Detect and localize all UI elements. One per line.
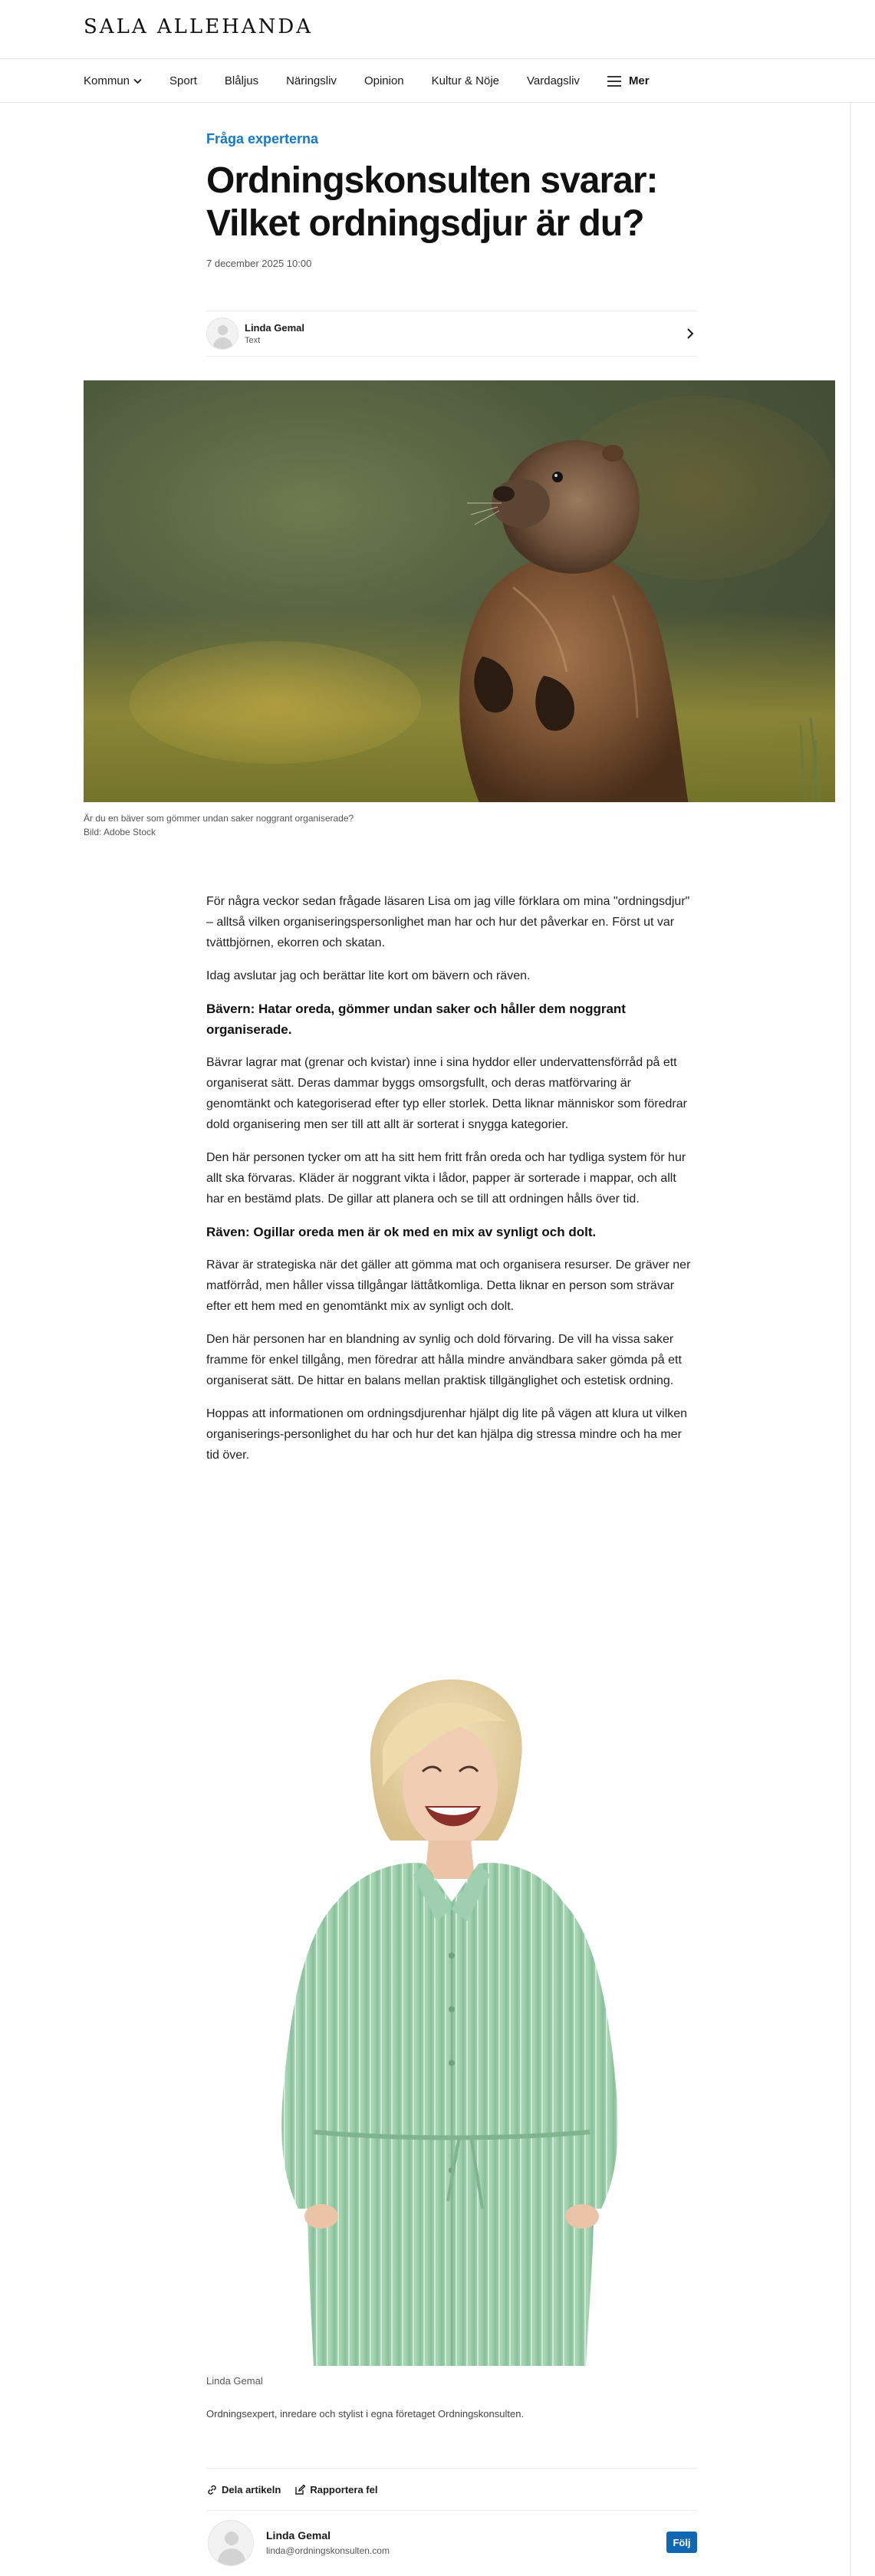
- nav-item-naringsliv[interactable]: [286, 74, 337, 87]
- nav-item-label: Blåljus: [224, 74, 259, 87]
- author-name[interactable]: Linda Gemal: [266, 2529, 331, 2541]
- link-icon: [206, 2484, 218, 2495]
- paragraph: För några veckor sedan frågade läsaren Lisa om jag ville förklara om mina "ordningsdjur" – alltså vilken organiseringspersonlighet man har och hur det påverkar en. Först ut var tvättbjörnen, ekorren och skatan.: [206, 895, 690, 949]
- author-portrait-illustration: [206, 1679, 697, 2366]
- paragraph: Hoppas att informationen om ordningsdjurenhar hjälpt dig lite på vägen att klura ut vilken organiserings-personlighet du har och hur det kan hjälpa dig stressa mindre och ha mer tid över.: [206, 1407, 688, 1462]
- article-body: [206, 891, 697, 1478]
- beaver-illustration: [84, 380, 835, 802]
- byline-name: Linda Gemal: [245, 322, 305, 334]
- right-rail-divider: [850, 103, 851, 2576]
- subheading: Bävern: Hatar oreda, gömmer undan saker och håller dem noggrant organiserade.: [206, 1002, 626, 1037]
- byline[interactable]: [206, 311, 697, 357]
- nav-item-label: Kultur & Nöje: [431, 74, 500, 87]
- nav-item-sport[interactable]: [169, 74, 197, 87]
- masthead: [0, 0, 875, 59]
- hero-caption-text: Är du en bäver som gömmer undan saker noggrant organiserade?: [84, 813, 354, 824]
- nav-item-label: Kommun: [84, 74, 130, 87]
- share-article-label: Dela artikeln: [222, 2483, 281, 2495]
- author-email[interactable]: linda@ordningskonsulten.com: [266, 2545, 390, 2556]
- paragraph: Idag avslutar jag och berättar lite kort om bävern och räven.: [206, 969, 531, 982]
- paragraph: Rävar är strategiska när det gäller att gömma mat och organisera resurser. De gräver ner matförråd, men håller vissa tillgångar lättåtkomliga. Detta liknar en person som strävar efter ett hem med en genomtänkt mix av synligt och dolt.: [206, 1258, 691, 1313]
- report-error-button[interactable]: [294, 2484, 377, 2495]
- site-logo[interactable]: SALA ALLEHANDA: [84, 15, 314, 38]
- follow-button[interactable]: Följ: [666, 2532, 697, 2553]
- nav-item-label: Näringsliv: [286, 74, 337, 87]
- nav-item-kommun[interactable]: [84, 74, 142, 87]
- author-portrait: [206, 1679, 697, 2366]
- avatar: [208, 2520, 254, 2566]
- nav-item-label: Opinion: [363, 74, 404, 87]
- paragraph: Bävrar lagrar mat (grenar och kvistar) inne i sina hyddor eller undervattensförråd på ett organiserat sätt. Deras dammar byggs omsorgsfullt, och deras matförvaring är genomtänkt och kategoriserad efter typ eller storlek. Detta liknar människor som föredrar dold organisering men ser till att allt är sorterat i snygga kategorier.: [206, 1056, 687, 1131]
- chevron-right-icon[interactable]: [686, 327, 694, 340]
- article-date: 7 december 2025 10:00: [206, 258, 312, 269]
- nav-item-blaljus[interactable]: [225, 74, 258, 87]
- paragraph: Den här personen tycker om att ha sitt hem fritt från oreda och har tydliga system för hur allt ska förvaras. Kläder är noggrant vikta i lådor, papper är sorterade i mappar, och allt har en bestämd plats. De gillar att planera och se till att ordningen hålls över tid.: [206, 1151, 686, 1206]
- avatar: [206, 317, 238, 350]
- nav-item-opinion[interactable]: [364, 74, 404, 87]
- nav-item-label: Sport: [169, 74, 197, 87]
- hero-image-beaver: [84, 380, 835, 802]
- article-kicker[interactable]: Fråga experterna: [206, 131, 319, 146]
- edit-icon: [294, 2484, 306, 2495]
- menu-icon: [607, 76, 621, 87]
- nav-more-label: Mer: [628, 74, 650, 87]
- main-nav: [0, 59, 875, 103]
- nav-more-button[interactable]: [607, 74, 650, 87]
- nav-item-label: Vardagsliv: [527, 74, 580, 87]
- article-headline: Ordningskonsulten svarar: Vilket ordningsdjur är du?: [206, 160, 658, 244]
- author-bio: Ordningsexpert, inredare och stylist i egna företaget Ordningskonsulten.: [206, 2408, 525, 2420]
- chevron-down-icon: [133, 78, 142, 84]
- share-article-button[interactable]: [206, 2484, 281, 2495]
- hero-caption: [84, 811, 354, 839]
- portrait-caption: Linda Gemal: [206, 2375, 263, 2387]
- paragraph: Den här personen har en blandning av synlig och dold förvaring. De vill ha vissa saker framme för enkel tillgång, men föredrar att hålla mindre användbara saker gömda på ett organiserat sätt. De hittar en balans mellan praktisk tillgänglighet och estetisk ordning.: [206, 1333, 682, 1387]
- byline-role: Text: [245, 336, 261, 345]
- article-actions: [206, 2468, 697, 2511]
- report-error-label: Rapportera fel: [310, 2483, 378, 2495]
- hero-credit: Bild: Adobe Stock: [84, 827, 156, 837]
- subheading: Räven: Ogillar oreda men är ok med en mix av synligt och dolt.: [206, 1225, 597, 1239]
- author-card: [206, 2518, 697, 2569]
- nav-item-vardagsliv[interactable]: [527, 74, 580, 87]
- nav-item-kultur-noje[interactable]: [432, 74, 499, 87]
